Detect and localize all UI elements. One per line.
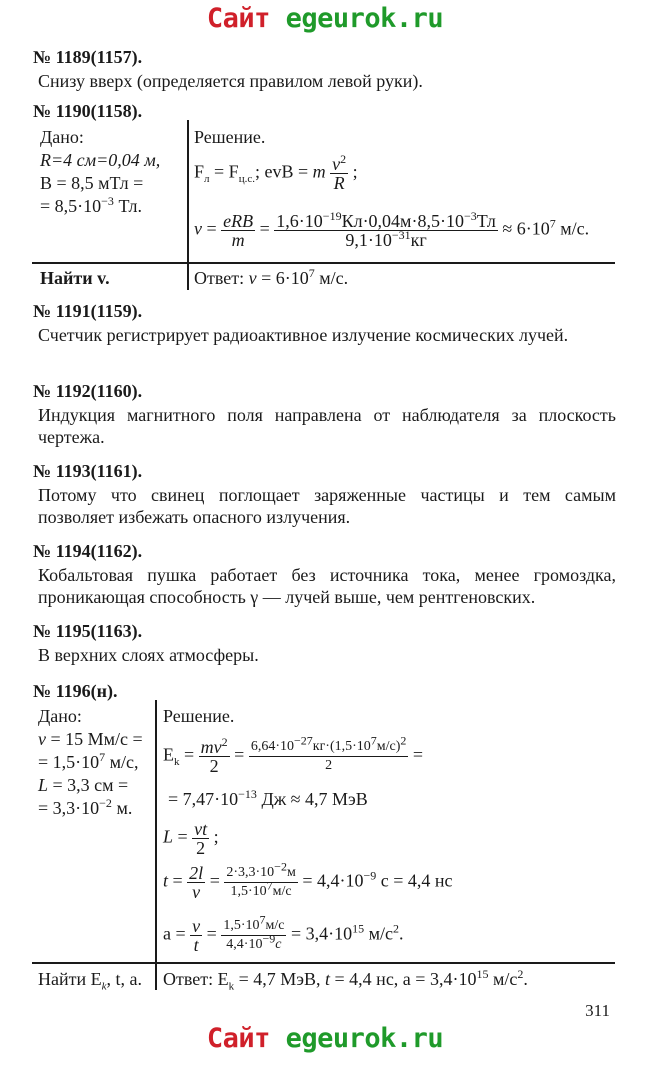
given-line: = $3,3\cdot 10^{-2}$ м. xyxy=(38,796,133,818)
given-label: Дано: xyxy=(40,127,84,147)
given-line: = $1,5\cdot 10^7$ м/с, xyxy=(38,750,139,772)
problem-answer: Счетчик регистрирует радиоактивное излучение космических лучей. xyxy=(38,325,569,345)
find-label: Найти $E_k$, t, a. xyxy=(38,969,143,993)
site-watermark-top: Сайт egeurok.ru xyxy=(206,3,444,34)
given-divider xyxy=(155,700,157,990)
problem-answer: Потому что свинец поглощает заряженные частицы и тем самым позволяет избежать опасного излучения. xyxy=(38,485,616,527)
find-divider xyxy=(32,962,615,964)
given-divider xyxy=(187,120,189,290)
problem-answer: Индукция магнитного поля направлена от наблюдателя за плоскость чертежа. xyxy=(38,405,616,447)
site-watermark-bottom: Сайт egeurok.ru xyxy=(206,1023,444,1054)
speed-equation: v = $\frac{\text{eRB}}{m}$ = $\frac{1,6\cdot 10^{-19}Кл\cdot 0,04м\cdot 8,5\cdot 10^{-3}Тл}{9,1\cdot 10^{-31}кг}$ ≈ $6\cdot 10^7$ м/с. xyxy=(194,209,590,250)
solution-label: Решение. xyxy=(194,127,266,147)
length-equation: L = $\frac{vt}{2}$ ; xyxy=(163,819,219,858)
problem-number: № 1196(н). xyxy=(33,681,118,701)
problem-number: № 1191(1159). xyxy=(33,301,143,321)
given-line: R=4 см=0,04 м, xyxy=(40,150,161,170)
problem-number: № 1189(1157). xyxy=(33,47,143,67)
given-line: B = 8,5 мТл = xyxy=(40,173,144,193)
energy-equation: $E_k$ = $\frac{mv^2}{2}$ = $\frac{6,64\cdot 10^{-27}кг\cdot(1,5\cdot 10^7м/с)^2}{2}$ = xyxy=(163,733,424,776)
find-divider xyxy=(32,262,615,264)
problem-answer: Кобальтовая пушка работает без источника тока, менее громоздка, проникающая способность γ — лучей выше, чем рентгеновских. xyxy=(38,565,616,607)
problem-number: № 1190(1158). xyxy=(33,101,143,121)
page-number: 311 xyxy=(585,1001,610,1020)
answer-line: Ответ: $v = 6\cdot 10^7$ м/с. xyxy=(194,266,349,288)
given-line: v = 15 Мм/с = xyxy=(38,729,143,749)
find-label: Найти v. xyxy=(40,268,110,288)
acceleration-equation: a = $\frac{v}{t}$ = $\frac{1,5\cdot 10^7м/с}{4,4\cdot 10^{-9}с}$ = $3,4\cdot 10^{15}$ $м/с^2$. xyxy=(163,912,404,955)
given-line: L = 3,3 см = xyxy=(38,775,129,795)
problem-number: № 1192(1160). xyxy=(33,381,143,401)
lorentz-equation: $F_л = F_{ц.с.}$; evB = m $\frac{v^2}{R}$ ; xyxy=(194,152,358,193)
given-label: Дано: xyxy=(38,706,82,726)
answer-line: Ответ: $E_k = 4,7$ МэВ, t = 4,4 нс, $а = 3,4\cdot 10^{15}$ $м/с^2$. xyxy=(163,967,528,993)
problem-answer: Снизу вверх (определяется правилом левой руки). xyxy=(38,71,423,91)
problem-number: № 1193(1161). xyxy=(33,461,143,481)
problem-number: № 1195(1163). xyxy=(33,621,143,641)
given-line: = $8,5\cdot 10^{-3}$ Тл. xyxy=(40,194,143,216)
time-equation: t = $\frac{2l}{v}$ = $\frac{2\cdot 3,3\cdot 10^{-2}м}{1,5\cdot 10^7м/с}$ = $4,4\cdot 10^{-9}$ с = 4,4 нс xyxy=(163,859,453,902)
problem-answer: В верхних слоях атмосферы. xyxy=(38,645,259,665)
problem-number: № 1194(1162). xyxy=(33,541,143,561)
energy-result: = $7,47\cdot 10^{-13}$ Дж ≈ 4,7 МэВ xyxy=(168,787,368,809)
solution-label: Решение. xyxy=(163,706,235,726)
